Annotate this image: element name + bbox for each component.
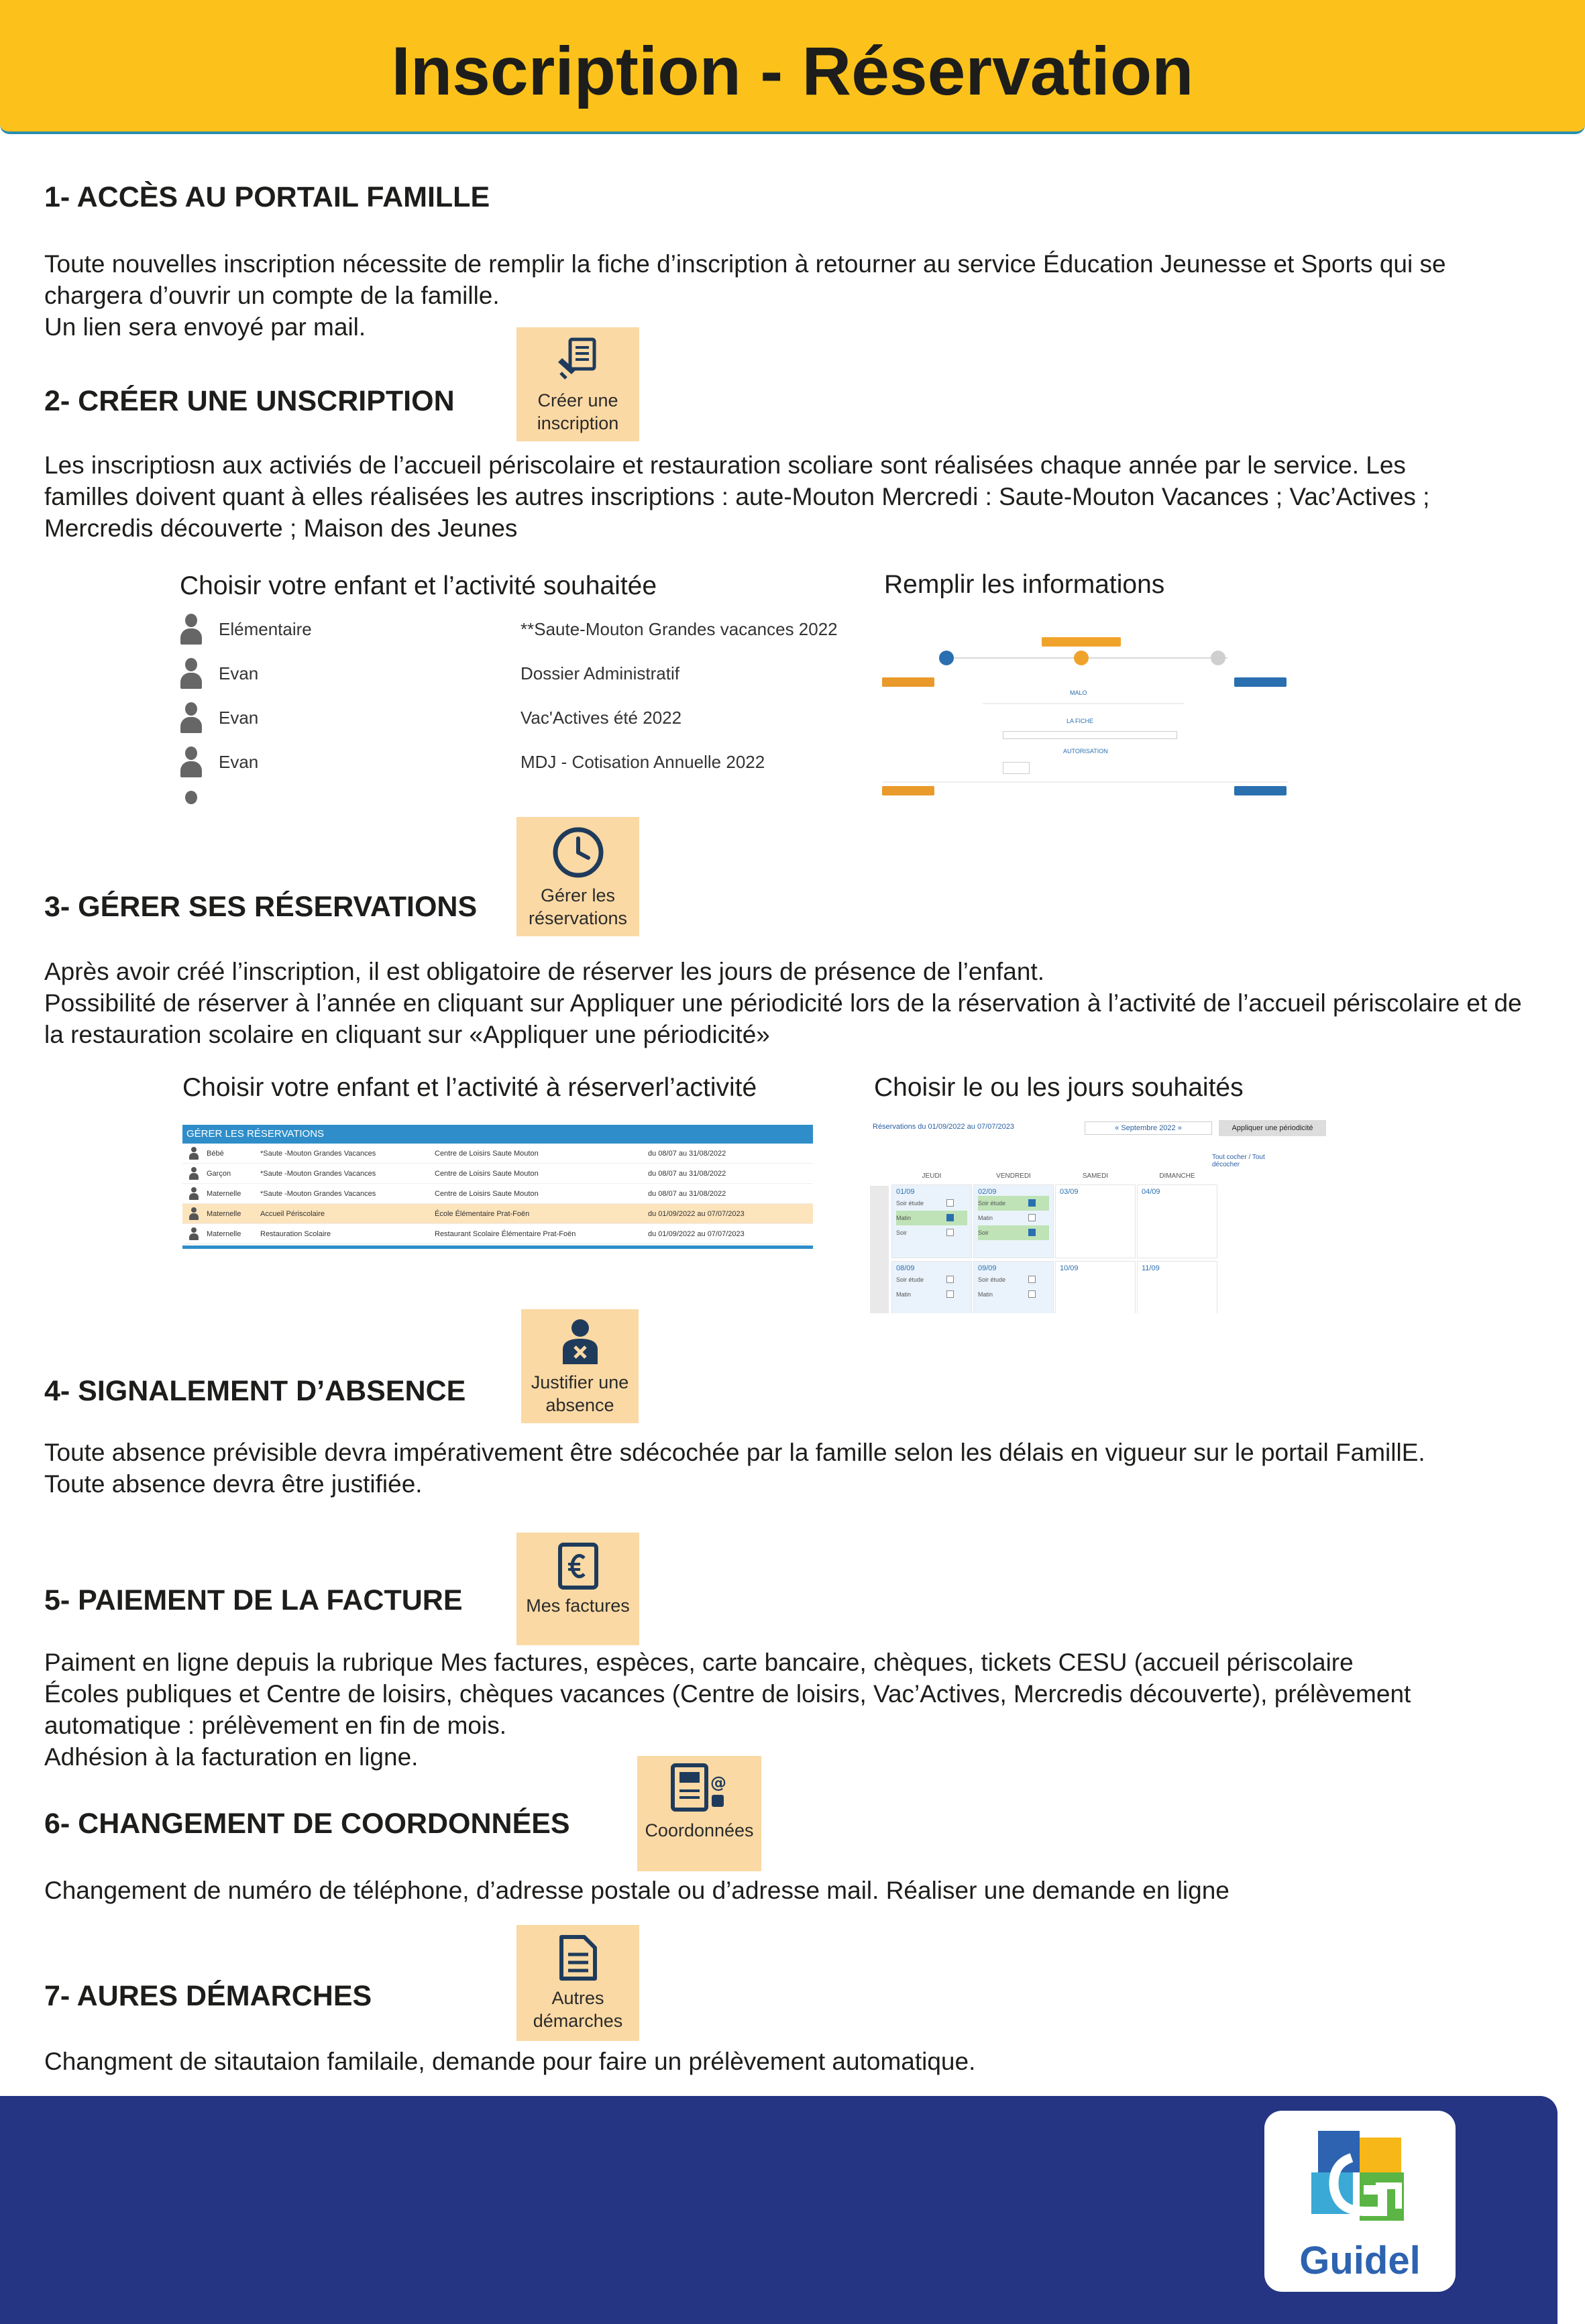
- tile-label: Justifier une: [531, 1372, 629, 1392]
- slot-label: Soir étude: [896, 1200, 924, 1207]
- table-row[interactable]: [182, 1144, 813, 1164]
- list-item-partial[interactable]: [180, 784, 844, 805]
- child-name: Evan: [219, 663, 259, 683]
- day-date: 04/09: [1142, 1188, 1160, 1196]
- manage-reservations-button[interactable]: [516, 817, 639, 936]
- slot-label: Soir: [978, 1229, 989, 1236]
- person-cross-icon: [560, 1317, 600, 1367]
- slot-checkbox[interactable]: [946, 1214, 954, 1221]
- select-field[interactable]: [1003, 731, 1177, 739]
- day-header: SAMEDI: [1082, 1172, 1109, 1180]
- text-line: Toute absence devra être justifiée.: [44, 1470, 423, 1498]
- day-date: 10/09: [1060, 1264, 1079, 1272]
- slot-label: Matin: [978, 1291, 993, 1298]
- caption-choose-child: Choisir votre enfant et l’activité souhaitée: [180, 571, 657, 600]
- invoices-button[interactable]: [516, 1533, 639, 1645]
- text-line: Changement de numéro de téléphone, d’adresse postale ou d’adresse mail. Réaliser une demande en ligne: [44, 1877, 1229, 1904]
- slot-label: Matin: [896, 1291, 912, 1298]
- text-line: Un lien sera envoyé par mail.: [44, 313, 366, 341]
- cell-child: Bébé: [207, 1149, 224, 1158]
- cell-dates: du 08/07 au 31/08/2022: [648, 1189, 726, 1198]
- user-icon: [180, 789, 203, 805]
- table-title: GÉRER LES RÉSERVATIONS: [182, 1125, 813, 1144]
- user-icon: [180, 612, 203, 646]
- cell-activity: Restauration Scolaire: [260, 1229, 331, 1238]
- slot-label: Matin: [896, 1215, 912, 1221]
- title-banner: [0, 0, 1585, 134]
- text-line: Possibilité de réserver à l’année en cliquant sur Appliquer une périodicité lors de la réservation à l’activité de l’accueil périscolaire et de: [44, 989, 1522, 1017]
- user-icon: [189, 1227, 199, 1241]
- list-item[interactable]: [180, 740, 844, 784]
- tile-label: Coordonnées: [645, 1820, 754, 1840]
- list-item[interactable]: [180, 651, 844, 696]
- cell-activity: Accueil Périscolaire: [260, 1209, 325, 1218]
- text-line: Mercredis découverte ; Maison des Jeunes: [44, 514, 518, 542]
- tile-label: absence: [545, 1395, 614, 1415]
- document-stack-icon: [551, 335, 605, 385]
- form-field-line: [983, 703, 1184, 704]
- contact-details-button[interactable]: [637, 1756, 761, 1871]
- cell-child: Maternelle: [207, 1209, 241, 1218]
- euro-document-icon: [557, 1542, 599, 1590]
- step-1-icon: [939, 651, 954, 665]
- page-title: Inscription - Réservation: [391, 33, 1194, 109]
- user-icon: [189, 1187, 199, 1201]
- step-3-icon: [1211, 651, 1225, 665]
- text-line: Après avoir créé l’inscription, il est obligatoire de réserver les jours de présence de l’enfant.: [44, 958, 1045, 985]
- cell-place: Centre de Loisirs Saute Mouton: [435, 1169, 539, 1178]
- section-3-text: [44, 956, 1553, 1050]
- create-inscription-button[interactable]: [516, 327, 639, 441]
- document-icon: [557, 1933, 599, 1983]
- table-row-highlighted[interactable]: [182, 1204, 813, 1224]
- user-icon: [189, 1167, 199, 1180]
- section-7-heading: 7- AURES DÉMARCHES: [44, 1980, 372, 2012]
- month-selector[interactable]: « Septembre 2022 »: [1085, 1121, 1212, 1135]
- user-icon: [180, 701, 203, 734]
- form-section-label: MALO: [1070, 689, 1087, 696]
- list-item[interactable]: [180, 607, 844, 651]
- calendar-day[interactable]: [1055, 1261, 1136, 1313]
- child-name: Evan: [219, 707, 259, 728]
- other-procedures-button[interactable]: [516, 1925, 639, 2041]
- section-5-heading: 5- PAIEMENT DE LA FACTURE: [44, 1584, 463, 1616]
- tile-label: Gérer les: [540, 885, 616, 905]
- cell-child: Maternelle: [207, 1229, 241, 1238]
- cell-place: Centre de Loisirs Saute Mouton: [435, 1149, 539, 1158]
- cell-child: Garçon: [207, 1169, 231, 1178]
- caption-fill-info: Remplir les informations: [884, 570, 1165, 599]
- reservations-table: [182, 1125, 813, 1249]
- day-date: 02/09: [978, 1188, 997, 1196]
- activity-name: Vac'Actives été 2022: [521, 707, 682, 728]
- tile-label: Créer une: [537, 390, 618, 410]
- slot-label: Matin: [978, 1215, 993, 1221]
- section-4-heading: 4- SIGNALEMENT D’ABSENCE: [44, 1375, 466, 1407]
- next-button[interactable]: [1234, 677, 1287, 687]
- slot-checkbox[interactable]: [1028, 1214, 1036, 1221]
- day-date: 01/09: [896, 1188, 915, 1196]
- user-icon: [180, 657, 203, 690]
- slot-label: Soir étude: [896, 1276, 924, 1283]
- address-book-icon: [667, 1761, 732, 1815]
- user-icon: [180, 745, 203, 779]
- section-4-text: [44, 1437, 1553, 1500]
- calendar-day[interactable]: [1137, 1184, 1217, 1258]
- slot-checkbox[interactable]: [1028, 1199, 1036, 1207]
- section-1-text: [44, 248, 1553, 343]
- section-6-heading: 6- CHANGEMENT DE COORDONNÉES: [44, 1808, 570, 1840]
- caption-choose-activity: Choisir votre enfant et l’activité à réserverl’activité: [182, 1073, 757, 1102]
- cell-child: Maternelle: [207, 1189, 241, 1198]
- calendar-day[interactable]: [973, 1184, 1054, 1258]
- slot-checkbox[interactable]: [1028, 1229, 1036, 1236]
- logo-wordmark: Guidel: [1299, 2239, 1421, 2282]
- justify-absence-button[interactable]: [521, 1309, 639, 1423]
- cell-activity: *Saute -Mouton Grandes Vacances: [260, 1169, 376, 1178]
- divider: [882, 781, 1288, 783]
- apply-periodicity-button[interactable]: Appliquer une périodicité: [1219, 1120, 1326, 1136]
- text-line: Adhésion à la facturation en ligne.: [44, 1743, 419, 1771]
- tile-label: démarches: [533, 2011, 623, 2031]
- child-name: Elémentaire: [219, 618, 312, 639]
- section-2-text: [44, 449, 1553, 544]
- tile-label: Autres: [551, 1988, 604, 2008]
- slot-checkbox[interactable]: [946, 1276, 954, 1283]
- section-7-text: [44, 2046, 1553, 2077]
- section-5-text: [44, 1647, 1553, 1773]
- guidel-logo: [1264, 2111, 1456, 2292]
- radio-group[interactable]: [1003, 762, 1030, 774]
- cell-dates: du 01/09/2022 au 07/07/2023: [648, 1209, 745, 1218]
- svg-text:@: @: [710, 1773, 726, 1792]
- child-activity-list: [180, 607, 844, 805]
- day-header: DIMANCHE: [1159, 1172, 1195, 1180]
- text-line: chargera d’ouvrir un compte de la famille.: [44, 282, 500, 309]
- step-2-icon: [1074, 651, 1089, 665]
- table-row[interactable]: [182, 1164, 813, 1184]
- activity-name: MDJ - Cotisation Annuelle 2022: [521, 751, 765, 772]
- tile-label: réservations: [528, 908, 628, 928]
- cell-dates: du 08/07 au 31/08/2022: [648, 1149, 726, 1158]
- section-1-heading: 1- ACCÈS AU PORTAIL FAMILLE: [44, 181, 490, 213]
- cell-dates: du 01/09/2022 au 07/07/2023: [648, 1229, 745, 1238]
- tile-label: inscription: [537, 413, 619, 433]
- calendar-grid: [870, 1172, 1217, 1313]
- cell-activity: *Saute -Mouton Grandes Vacances: [260, 1149, 376, 1158]
- text-line: Écoles publiques et Centre de loisirs, chèques vacances (Centre de loisirs, Vac’Actives, Mercredis découverte), prélèvement: [44, 1680, 1411, 1708]
- list-item[interactable]: [180, 696, 844, 740]
- text-line: Changment de sitautaion familaile, demande pour faire un prélèvement automatique.: [44, 2048, 976, 2075]
- day-date: 09/09: [978, 1264, 997, 1272]
- slot-checkbox[interactable]: [946, 1229, 954, 1236]
- day-header: JEUDI: [922, 1172, 942, 1180]
- slot-label: Soir étude: [978, 1276, 1006, 1283]
- activity-name: Dossier Administratif: [521, 663, 679, 683]
- slot-checkbox[interactable]: [946, 1290, 954, 1298]
- tile-label: Mes factures: [526, 1596, 630, 1616]
- slot-checkbox[interactable]: [1028, 1276, 1036, 1283]
- day-date: 11/09: [1142, 1264, 1160, 1272]
- text-line: la restauration scolaire en cliquant sur «Appliquer une périodicité»: [44, 1021, 770, 1048]
- text-line: Toute absence prévisible devra impérativement être sdécochée par la famille selon les délais en vigueur sur le portail FamillE.: [44, 1439, 1425, 1466]
- previous-button[interactable]: [882, 677, 934, 687]
- cell-place: École Élémentaire Prat-Foën: [435, 1209, 530, 1218]
- user-icon: [189, 1207, 199, 1221]
- cell-activity: *Saute -Mouton Grandes Vacances: [260, 1189, 376, 1198]
- user-icon: [189, 1147, 199, 1160]
- section-6-text: [44, 1875, 1553, 1906]
- text-line: familles doivent quant à elles réalisées les autres inscriptions : aute-Mouton Mercredi : Saute-Mouton Vacances ; Vac’Actives ;: [44, 483, 1430, 510]
- reservation-calendar: [870, 1119, 1326, 1313]
- step-banner: [1042, 637, 1121, 647]
- calendar-day[interactable]: [1137, 1261, 1217, 1313]
- slot-checkbox[interactable]: [946, 1199, 954, 1207]
- day-header: VENDREDI: [996, 1172, 1031, 1180]
- next-button-bottom[interactable]: [1234, 786, 1287, 795]
- cell-dates: du 08/07 au 31/08/2022: [648, 1169, 726, 1178]
- form-screenshot: [882, 630, 1288, 798]
- calendar-day[interactable]: [973, 1261, 1054, 1313]
- cell-place: Restaurant Scolaire Élémentaire Prat-Foën: [435, 1229, 576, 1238]
- day-date: 08/09: [896, 1264, 915, 1272]
- calendar-day[interactable]: [891, 1261, 972, 1313]
- calendar-day[interactable]: [1055, 1184, 1136, 1258]
- activity-name: **Saute-Mouton Grandes vacances 2022: [521, 618, 838, 639]
- slot-checkbox[interactable]: [1028, 1290, 1036, 1298]
- previous-button-bottom[interactable]: [882, 786, 934, 795]
- text-line: Les inscriptiosn aux activiés de l’accueil périscolaire et restauration scoliare sont réalisées chaque année par le service. Les: [44, 451, 1406, 479]
- calendar-day[interactable]: [891, 1184, 972, 1258]
- caption-choose-days: Choisir le ou les jours souhaités: [874, 1073, 1244, 1102]
- text-line: automatique : prélèvement en fin de mois.: [44, 1712, 506, 1739]
- guidel-logo-icon: [1264, 2111, 1456, 2238]
- clock-icon: [551, 825, 606, 880]
- check-all-link[interactable]: Tout cocher / Tout décocher: [1212, 1154, 1265, 1168]
- reservation-range: Réservations du 01/09/2022 au 07/07/2023: [873, 1123, 1014, 1131]
- table-row[interactable]: [182, 1184, 813, 1204]
- child-name: Evan: [219, 751, 259, 772]
- slot-label: Soir étude: [978, 1200, 1006, 1207]
- section-2-heading: 2- CRÉER UNE UNSCRIPTION: [44, 385, 455, 417]
- form-section-label: LA FICHE: [1067, 718, 1094, 724]
- text-line: Toute nouvelles inscription nécessite de remplir la fiche d’inscription à retourner au service Éducation Jeunesse et Sports qui se: [44, 250, 1446, 278]
- table-row[interactable]: [182, 1224, 813, 1244]
- text-line: Paiment en ligne depuis la rubrique Mes factures, espèces, carte bancaire, chèques, tickets CESU (accueil périscolaire: [44, 1649, 1354, 1676]
- form-section-label: AUTORISATION: [1063, 748, 1108, 755]
- slot-label: Soir: [896, 1229, 908, 1236]
- section-3-heading: 3- GÉRER SES RÉSERVATIONS: [44, 891, 478, 923]
- day-date: 03/09: [1060, 1188, 1079, 1196]
- cell-place: Centre de Loisirs Saute Mouton: [435, 1189, 539, 1198]
